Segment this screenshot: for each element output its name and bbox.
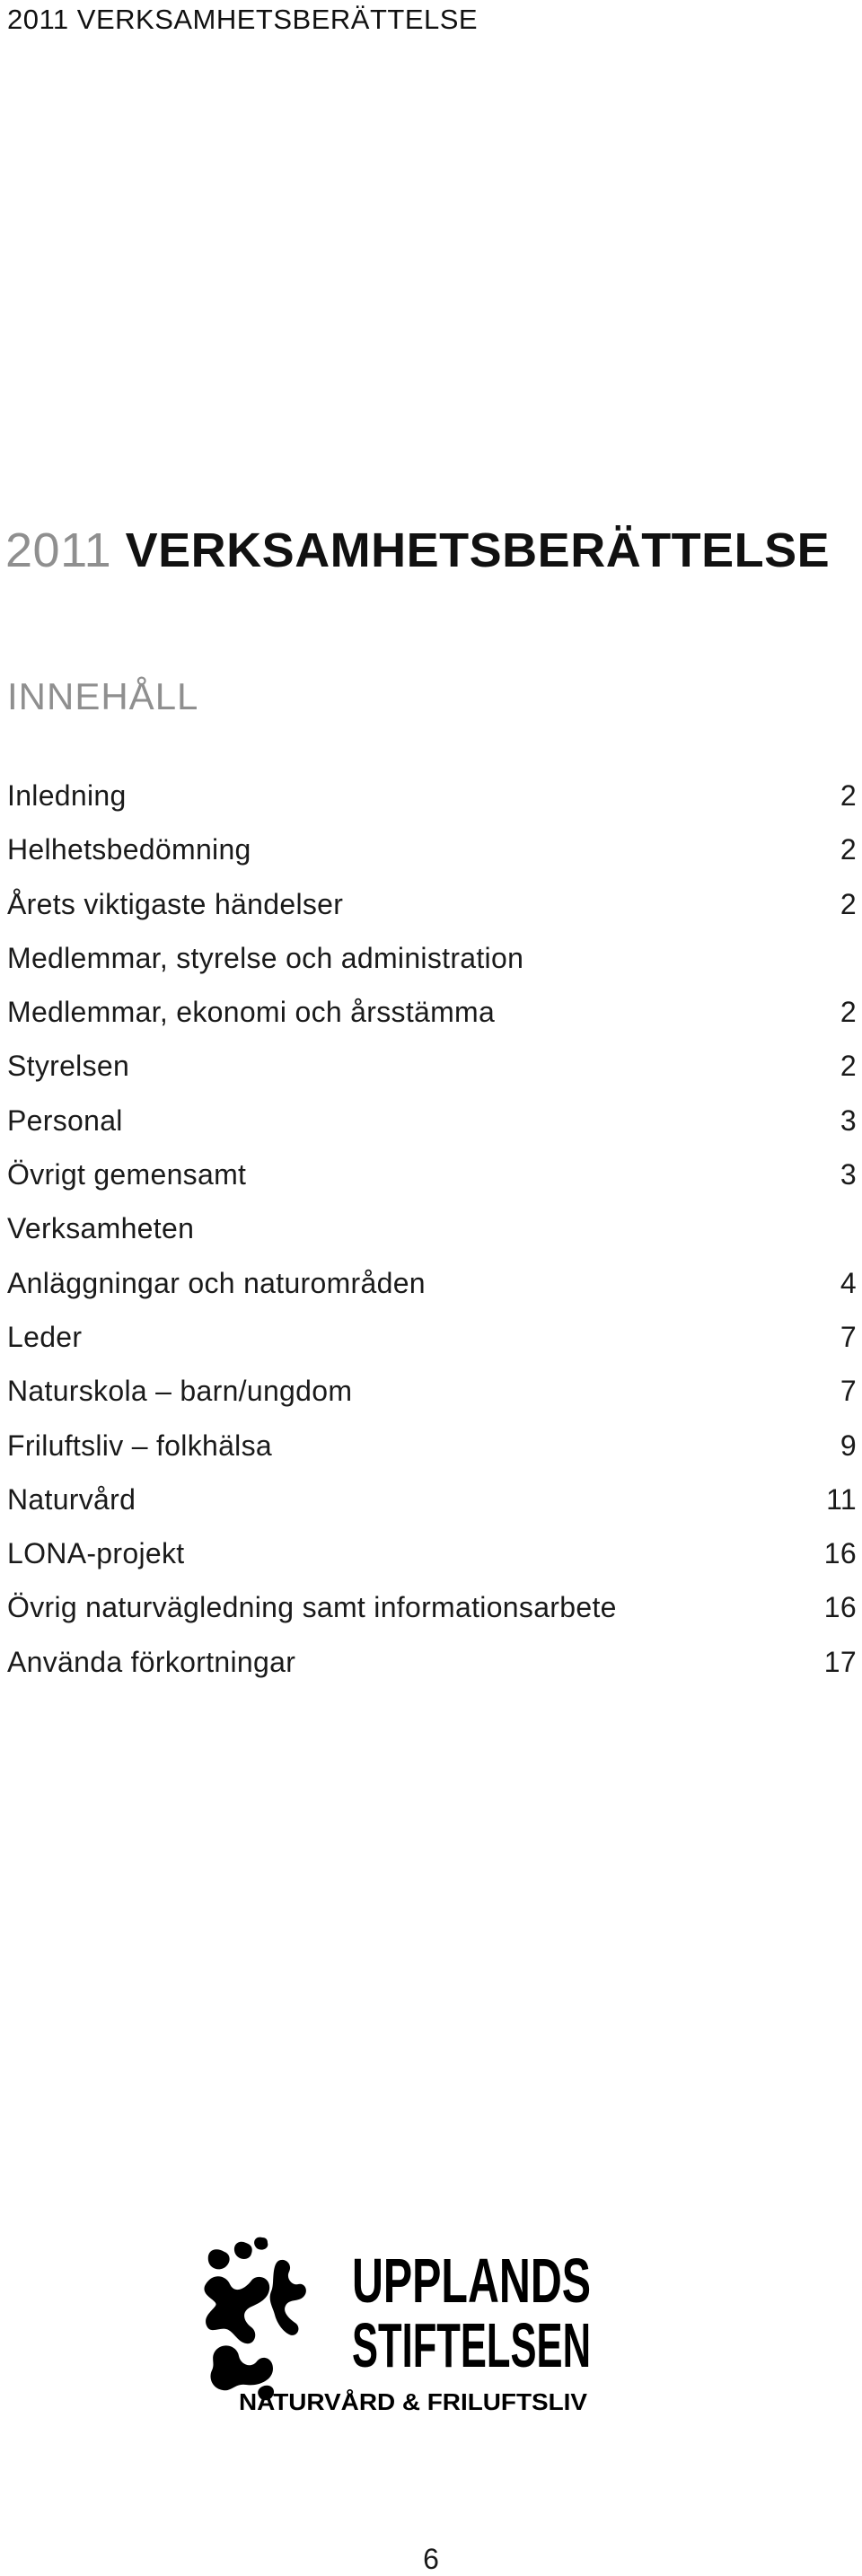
toc-entry-page: 2	[840, 833, 857, 866]
toc-entry-label: Årets viktigaste händelser	[7, 887, 344, 920]
toc-entry	[7, 1483, 857, 1537]
toc-entry-label: Verksamheten	[7, 1212, 195, 1245]
logo-line1: UPPLANDS	[352, 2246, 591, 2316]
toc-entry-page: 17	[823, 1645, 857, 1678]
toc-entry	[7, 779, 857, 833]
toc-entry-label: Övrig naturvägledning samt informationsarbete	[7, 1591, 617, 1624]
table-of-contents	[7, 779, 857, 1700]
toc-entry-page: 2	[840, 779, 857, 812]
toc-entry	[7, 942, 857, 996]
toc-entry-label: Naturskola – barn/ungdom	[7, 1375, 353, 1408]
toc-entry	[7, 996, 857, 1050]
toc-entry	[7, 1212, 857, 1266]
toc-entry-page: 7	[840, 1375, 857, 1408]
toc-entry-page: 16	[823, 1537, 857, 1570]
toc-entry	[7, 1646, 857, 1700]
toc-entry	[7, 1158, 857, 1212]
toc-entry	[7, 1267, 857, 1321]
toc-entry-page: 9	[840, 1429, 857, 1462]
toc-entry-label: Helhetsbedömning	[7, 833, 251, 866]
logo-line2: STIFTELSEN	[352, 2310, 591, 2380]
toc-entry-label: Medlemmar, styrelse och administration	[7, 941, 524, 974]
toc-entry-page: 2	[840, 996, 857, 1029]
toc-entry-page: 2	[840, 1050, 857, 1083]
toc-entry	[7, 1321, 857, 1375]
toc-entry	[7, 1375, 857, 1429]
toc-entry-label: Naturvård	[7, 1482, 136, 1516]
toc-entry-label: Anläggningar och naturområden	[7, 1266, 426, 1299]
toc-entry	[7, 1537, 857, 1591]
page-number: 6	[423, 2543, 439, 2575]
title-text: VERKSAMHETSBERÄTTELSE	[125, 523, 831, 577]
title-year: 2011	[5, 523, 112, 577]
logo-tagline: NATURVÅRD & FRILUFTSLIV	[239, 2388, 588, 2415]
running-header: 2011 VERKSAMHETSBERÄTTELSE	[7, 4, 479, 35]
toc-entry-label: Använda förkortningar	[7, 1645, 296, 1678]
toc-entry-label: Medlemmar, ekonomi och årsstämma	[7, 996, 496, 1029]
toc-entry	[7, 1104, 857, 1158]
page-title	[5, 523, 830, 578]
upplandsstiftelsen-logo-icon	[204, 2238, 305, 2401]
toc-entry-label: Inledning	[7, 779, 127, 812]
toc-entry-page: 7	[840, 1320, 857, 1353]
toc-entry-page: 3	[840, 1103, 857, 1137]
toc-entry	[7, 888, 857, 942]
toc-entry-label: Leder	[7, 1320, 83, 1353]
toc-entry-page: 16	[823, 1591, 857, 1624]
upplandsstiftelsen-logo	[199, 2234, 594, 2413]
toc-entry-page: 11	[826, 1482, 857, 1516]
toc-entry-page: 4	[840, 1266, 857, 1299]
toc-entry-page: 3	[840, 1158, 857, 1191]
toc-entry-page: 2	[840, 887, 857, 920]
toc-entry-label: Personal	[7, 1103, 123, 1137]
toc-entry	[7, 1050, 857, 1103]
toc-entry	[7, 1591, 857, 1645]
contents-heading: INNEHÅLL	[7, 675, 199, 717]
toc-entry	[7, 1429, 857, 1483]
toc-entry-label: Styrelsen	[7, 1050, 130, 1083]
toc-entry-label: Friluftsliv – folkhälsa	[7, 1429, 272, 1462]
toc-entry	[7, 833, 857, 887]
toc-entry-label: Övrigt gemensamt	[7, 1158, 247, 1191]
toc-entry-label: LONA-projekt	[7, 1537, 185, 1570]
